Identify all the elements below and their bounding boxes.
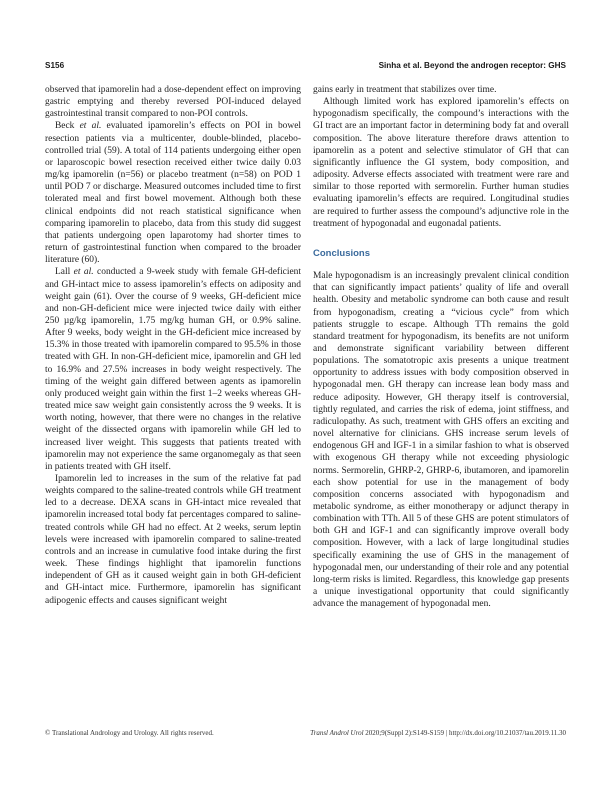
paragraph xyxy=(45,266,301,473)
left-column xyxy=(45,84,301,607)
et-al: et al. xyxy=(73,267,94,278)
paragraph-text: conducted a 9-week study with female GH-deficient and GH-intact mice to assess ipamorelin’s effects on adiposity and weight gain (61). Over the course of 9 weeks, GH-deficient mice and non-GH-deficient mice were injected twice daily with either 250 µg/kg ipamorelin, 1.75 mg/kg human GH, or 0.9% saline. After 9 weeks, body weight in the GH-deficient mice increased by 15.3% in those treated with ipamorelin compared to 95.5% in those treated with GH. In non-GH-deficient mice, ipamorelin and GH led to 16.9% and 27.5% increases in body weight respectively. The timing of the weight gain differed between agents as ipamorelin only produced weight gain within the first 1–2 weeks whereas GH-treated mice saw weight gain consistently across the 9 weeks. It is worth noting, however, that there were no changes in the relative weight of the dissected organs with ipamorelin while GH led to increased liver weight. This suggests that patients treated with ipamorelin may not experience the same organomegaly as that seen in patients treated with GH itself. xyxy=(45,267,302,472)
citation-details: 2020;9(Suppl 2):S149-S159 | http://dx.doi.org/10.21037/tau.2019.11.30 xyxy=(365,729,566,737)
journal-name: Transl Androl Urol xyxy=(310,729,364,737)
paragraph: Male hypogonadism is an increasingly prevalent clinical condition that can significantly impact patients’ quality of life and overall health. Obesity and metabolic syndrome can both cause and result from hypogonadism, creating a “vicious cycle” from which patients struggle to escape. Although TTh remains the gold standard treatment for hypogonadism, its benefits are not uniform and demonstrate significant variability between different populations. The somatotropic axis presents a unique treatment opportunity to address issues with body composition observed in hypogonadal men. GH therapy can increase lean body mass and reduce adiposity. However, GH therapy itself is controversial, tightly regulated, and carries the risk of edema, joint stiffness, and radiculopathy. As such, treatment with GHS offers an exciting and novel alternative for clinicians. GHS increase serum levels of endogenous GH and IGF-1 in a similar fashion to what is observed with exogenous GH therapy while not exceeding physiologic norms. Sermorelin, GHRP-2, GHRP-6, ibutamoren, and ipamorelin each show potential for use in the management of body composition concerns associated with hypogonadism and metabolic syndrome, as either monotherapy or adjunct therapy in combination with TTh. All 5 of these GHS are potent stimulators of both GH and IGF-1 and can significantly improve overall body composition. However, with a lack of large longitudinal studies specifically examining the use of GHS in the management of hypogonadal men, our understanding of their role and any potential long-term risks is limited. Regardless, this knowledge gap presents a unique investigational opportunity that could significantly advance the management of hypogonadal men. xyxy=(313,271,569,610)
paragraph: gains early in treatment that stabilizes over time. xyxy=(313,85,497,95)
paragraph: Ipamorelin led to increases in the sum of the relative fat pad weights compared to the saline-treated controls while GH treatment led to a decrease. DEXA scans in GH-intact mice revealed that ipamorelin increased total body fat percentages compared to saline-treated controls while GH had no effect. At 2 weeks, serum leptin levels were increased with ipamorelin compared to saline-treated controls and an increase in cumulative food intake during the first week. These findings highlight that ipamorelin functions independent of GH as it caused weight gain in both GH-deficient and GH-intact mice. Furthermore, ipamorelin has significant adipogenic effects and causes significant weight xyxy=(45,474,301,606)
paragraph: observed that ipamorelin had a dose-dependent effect on improving gastric emptying and thereby reversed POI-induced delayed gastrointestinal transit compared to non-POI controls. xyxy=(45,85,301,120)
page-number: S156 xyxy=(45,61,65,70)
citation-line xyxy=(310,729,566,737)
page-footer xyxy=(45,729,566,741)
running-title: Sinha et al. Beyond the androgen receptor: GHS xyxy=(378,61,566,70)
copyright-notice: © Translational Andrology and Urology. All rights reserved. xyxy=(45,729,214,737)
paragraph-text: evaluated ipamorelin’s effects on POI in bowel resection patients via a multicenter, double-blinded, placebo-controlled trial (59). A total of 114 patients undergoing either open or laparoscopic bowel resection received either twice daily 0.03 mg/kg ipamorelin (n=56) or placebo treatment (n=58) on POD 1 until POD 7 or discharge. Measured outcomes included time to first tolerated meal and first bowel movement. Although both these clinical endpoints did not reach statistical significance when comparing ipamorelin to placebo, data from this study did suggest that patients undergoing open laparotomy had shorter times to return of gastrointestinal function when compared to the broader literature (60). xyxy=(45,121,302,266)
author-name: Beck xyxy=(55,121,75,132)
section-heading-conclusions: Conclusions xyxy=(313,247,371,259)
right-column xyxy=(313,84,569,610)
paragraph: Although limited work has explored ipamorelin’s effects on hypogonadism specifically, the compound’s interactions with the GI tract are an important factor in determining body fat and overall composition. The above literature therefore draws attention to ipamorelin as a potent and selective stimulator of GH that can significantly influence the GI system, body composition, and adiposity. Adverse effects associated with treatment were rare and similar to those reported with sermorelin. Further human studies evaluating ipamorelin’s effects are required. Longitudinal studies are required to further assess the compound’s adjunctive role in the treatment of hypogonadal and eugonadal patients. xyxy=(313,97,569,229)
et-al: et al. xyxy=(79,121,102,132)
page-header xyxy=(45,61,566,75)
paragraph xyxy=(45,120,301,266)
author-name: Lall xyxy=(55,267,71,278)
